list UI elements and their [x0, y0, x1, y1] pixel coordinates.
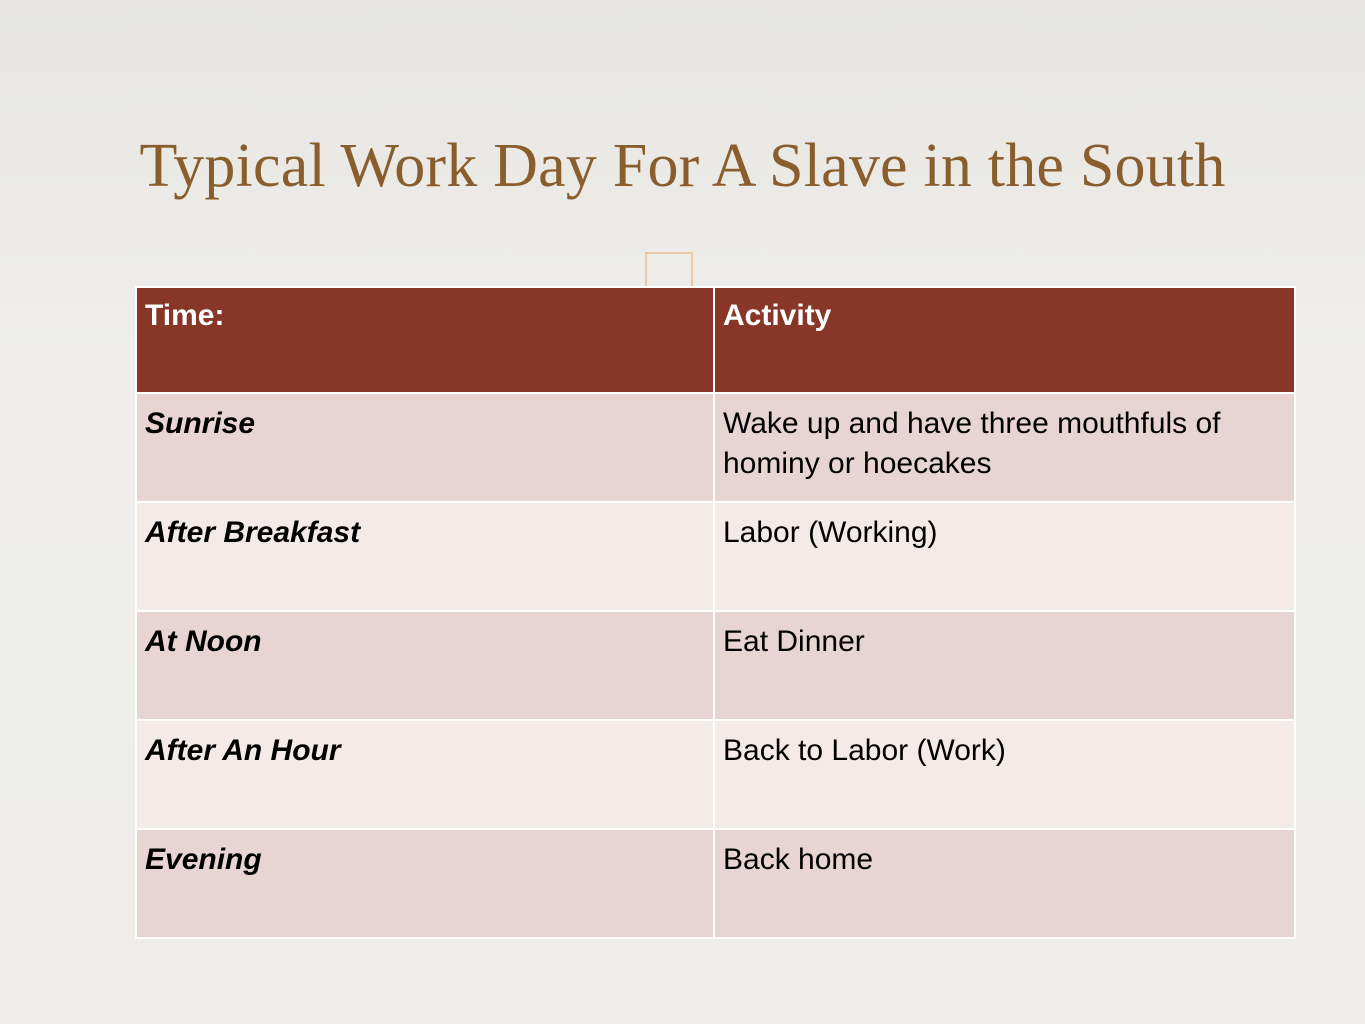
activity-cell: Wake up and have three mouthfuls of hominy or hoecakes	[714, 393, 1295, 502]
activity-cell: Back to Labor (Work)	[714, 720, 1295, 829]
time-cell: After An Hour	[136, 720, 714, 829]
time-cell: After Breakfast	[136, 502, 714, 611]
header-activity: Activity	[714, 287, 1295, 393]
table-header-row	[136, 287, 1295, 393]
table-row	[136, 611, 1295, 720]
slide-title: Typical Work Day For A Slave in the South	[139, 132, 1226, 200]
time-cell: Evening	[136, 829, 714, 938]
table-row	[136, 829, 1295, 938]
activity-cell: Labor (Working)	[714, 502, 1295, 611]
activity-cell: Back home	[714, 829, 1295, 938]
activity-cell: Eat Dinner	[714, 611, 1295, 720]
table-row	[136, 393, 1295, 502]
schedule-table	[135, 286, 1296, 939]
time-cell: Sunrise	[136, 393, 714, 502]
time-cell: At Noon	[136, 611, 714, 720]
header-time: Time:	[136, 287, 714, 393]
table-row	[136, 502, 1295, 611]
table-row	[136, 720, 1295, 829]
square-bullet-icon	[645, 252, 693, 288]
